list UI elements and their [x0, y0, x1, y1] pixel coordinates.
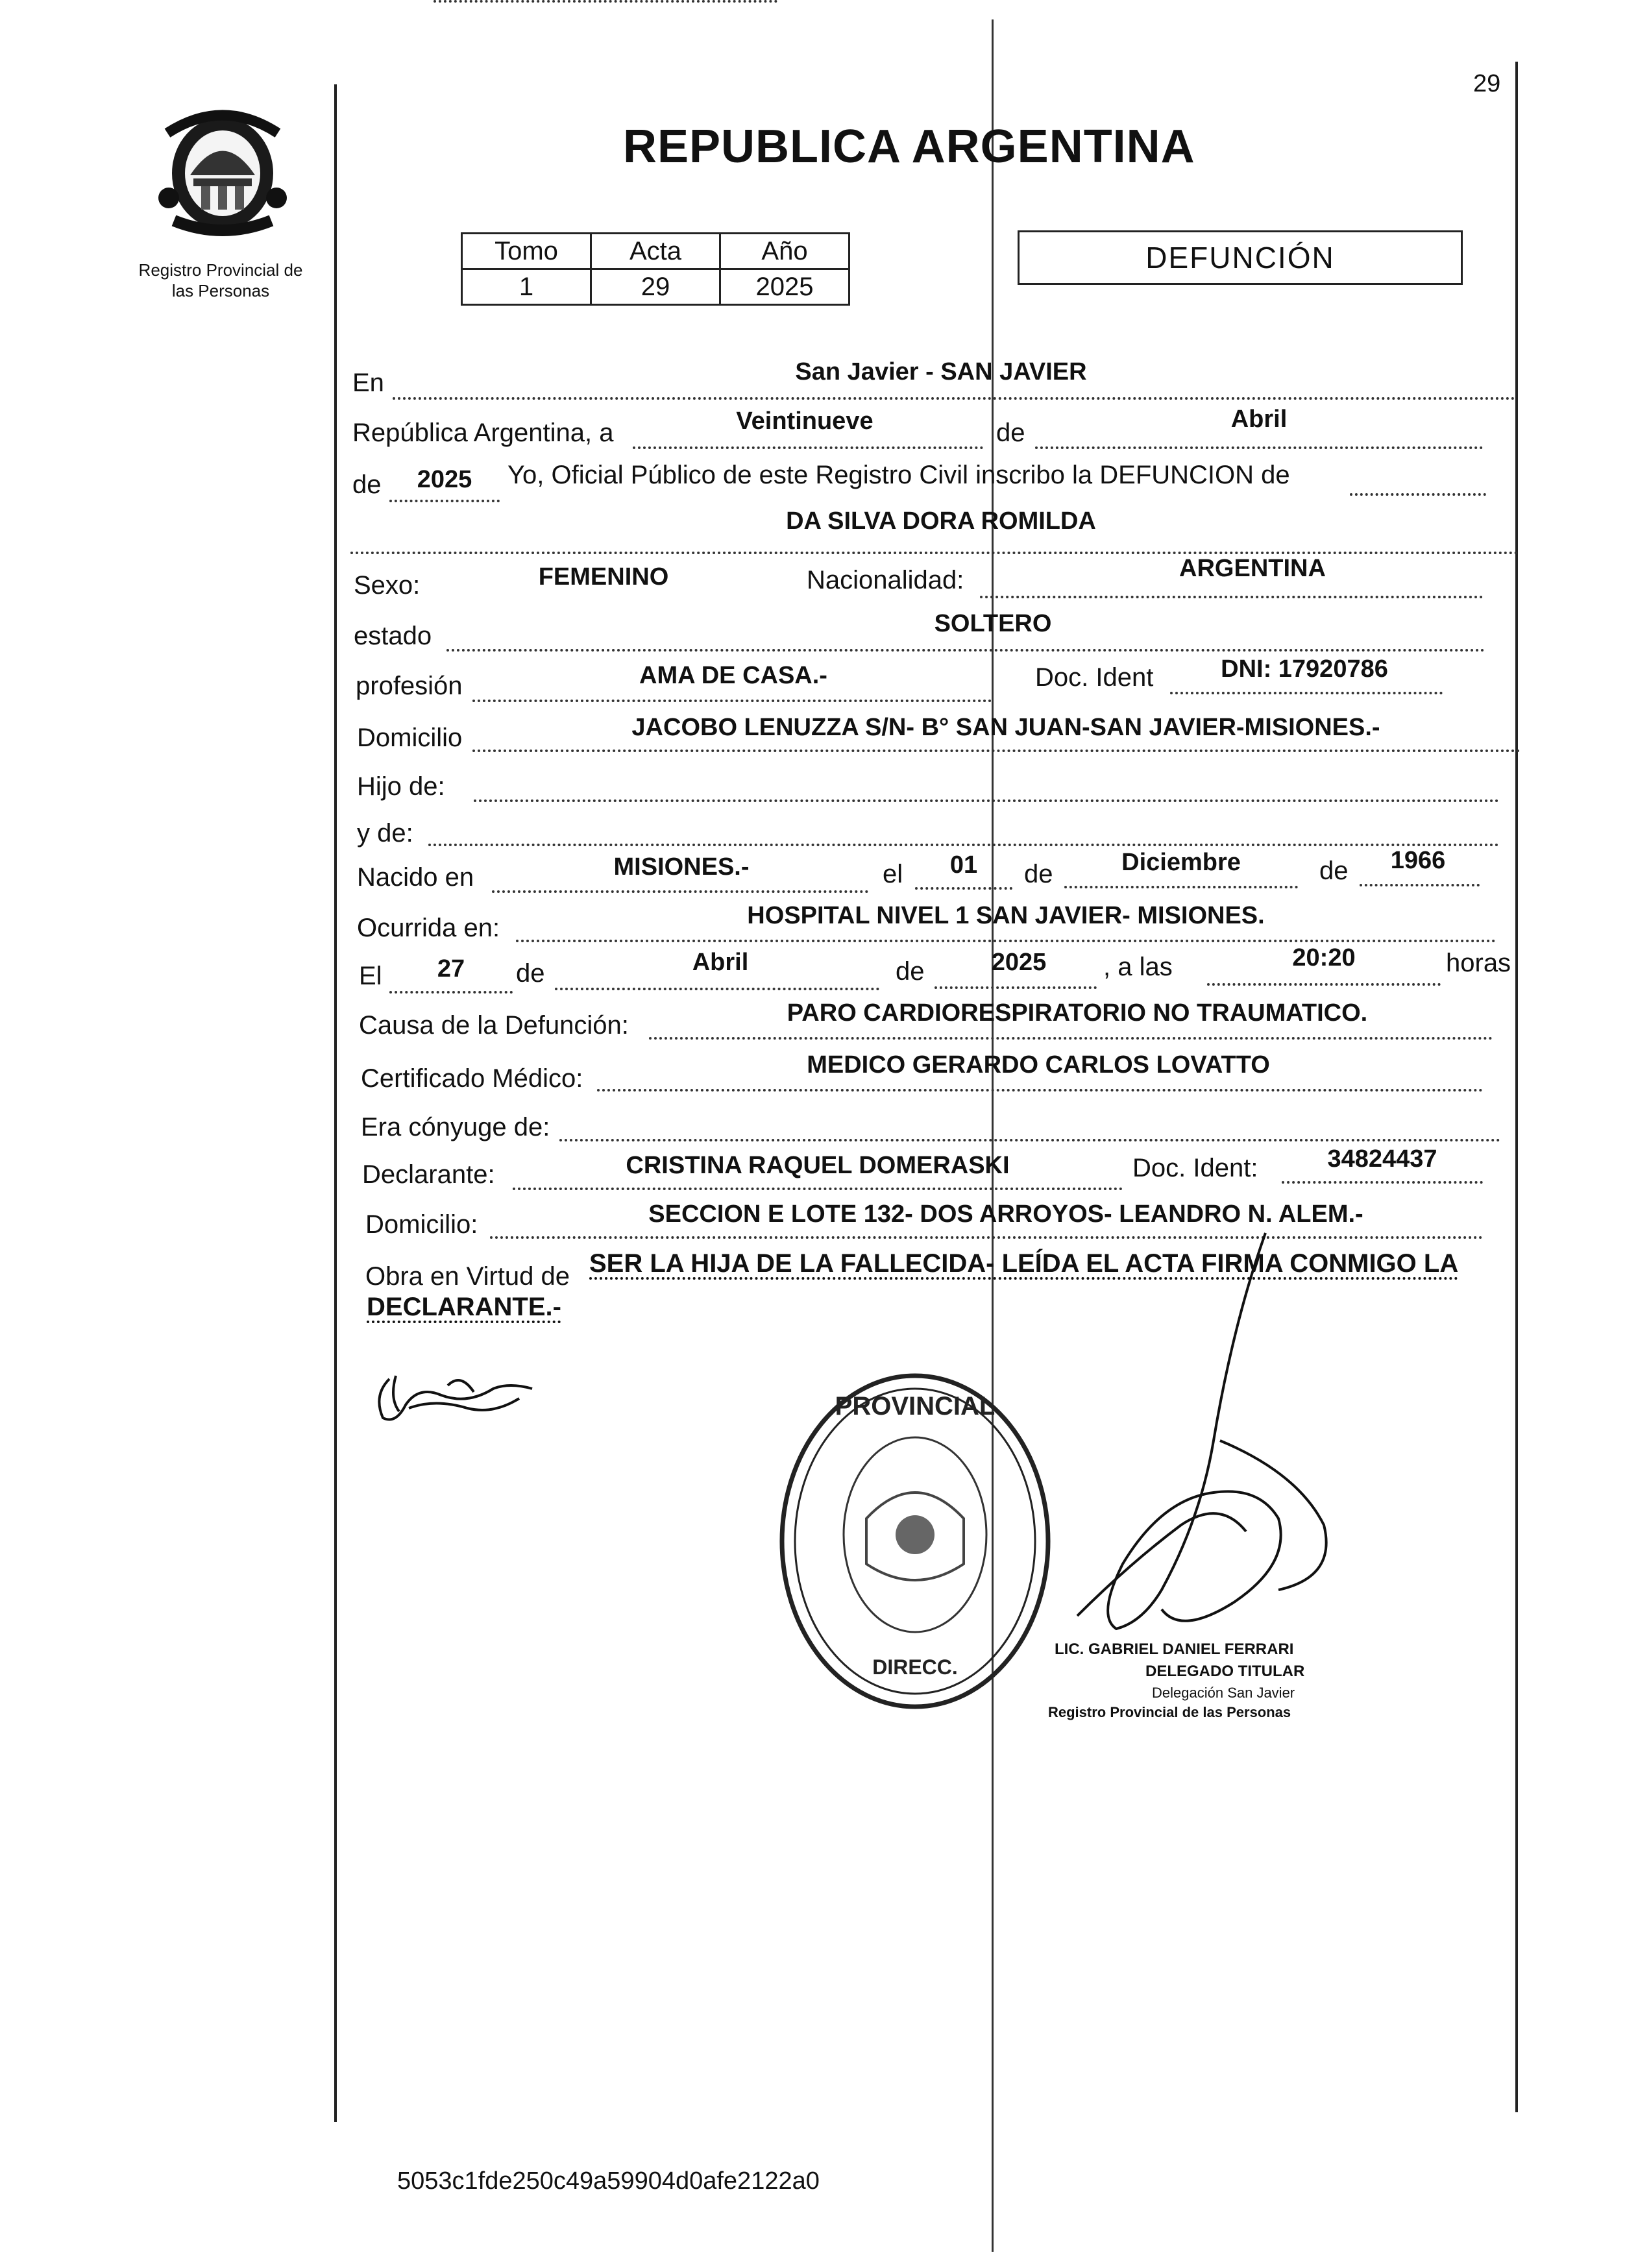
- dotted-line: [935, 986, 1097, 989]
- center-fold-line: [992, 19, 994, 2252]
- tomo-label: Tomo: [462, 234, 591, 269]
- domicilio2-label: Domicilio:: [365, 1210, 478, 1239]
- record-type-box: DEFUNCIÓN: [1018, 230, 1463, 285]
- ano-label: Año: [720, 234, 849, 269]
- page-number: 29: [1473, 70, 1501, 97]
- declarante-domicilio-value: SECCION E LOTE 132- DOS ARROYOS- LEANDRO N. ALEM.-: [648, 1201, 1363, 1228]
- de2-label: de: [352, 470, 382, 499]
- domicilio-label: Domicilio: [357, 724, 463, 752]
- acta-value: 29: [591, 269, 720, 305]
- birth-month-value: Diciembre: [1121, 849, 1241, 876]
- de4-label: de: [1319, 857, 1349, 885]
- sexo-value: FEMENINO: [538, 563, 669, 591]
- death-time-value: 20:20: [1292, 944, 1356, 971]
- document-hash: 5053c1fde250c49a59904d0afe2122a0: [397, 2167, 820, 2195]
- obra-label: Obra en Virtud de: [365, 1262, 570, 1291]
- registry-name: [110, 260, 331, 301]
- dotted-line: [472, 750, 1521, 752]
- obra-text-line2: DECLARANTE.-: [367, 1293, 561, 1321]
- signature-scribble-icon: [370, 1360, 558, 1431]
- cert-label: Certificado Médico:: [361, 1064, 583, 1093]
- tomo-value: 1: [462, 269, 591, 305]
- hijo-label: Hijo de:: [357, 772, 445, 801]
- dotted-line: [559, 1139, 1500, 1141]
- doc-value: DNI: 17920786: [1221, 655, 1388, 683]
- domicilio-value: JACOBO LENUZZA S/N- B° SAN JUAN-SAN JAVIER-MISIONES.-: [631, 714, 1380, 741]
- dotted-line: [649, 1037, 1493, 1040]
- el2-label: El: [359, 962, 382, 990]
- registry-line-2: las Personas: [171, 281, 270, 300]
- ocurrida-en-value: HOSPITAL NIVEL 1 SAN JAVIER- MISIONES.: [747, 902, 1265, 929]
- officer-stamp-text: [1048, 1640, 1373, 1721]
- alas-label: , a las: [1103, 953, 1173, 981]
- declarante-value: CRISTINA RAQUEL DOMERASKI: [626, 1152, 1010, 1179]
- dotted-line: [633, 446, 983, 449]
- officer-role: DELEGADO TITULAR: [1145, 1663, 1305, 1680]
- dotted-line: [474, 799, 1499, 802]
- causa-label: Causa de la Defunción:: [359, 1011, 629, 1040]
- dotted-line: [1035, 446, 1483, 449]
- dotted-line: [1064, 886, 1298, 888]
- registry-line-1: Registro Provincial de: [138, 260, 303, 280]
- nacido-label: Nacido en: [357, 863, 474, 892]
- dotted-line: [1207, 983, 1441, 986]
- place-value: San Javier - SAN JAVIER: [795, 358, 1087, 385]
- day-word-value: Veintinueve: [736, 408, 874, 435]
- horas-label: horas: [1446, 949, 1511, 977]
- seal-stamp-icon: [776, 1369, 1055, 1713]
- right-margin-line: [1515, 62, 1518, 2112]
- dotted-line: [915, 887, 1012, 890]
- dotted-line: [389, 991, 513, 994]
- el-label: el: [883, 860, 903, 888]
- officer-signature: [1051, 1226, 1350, 1655]
- obra-text-line1: SER LA HIJA DE LA FALLECIDA- LEÍDA EL ACTA FIRMA CONMIGO LA: [589, 1249, 1459, 1278]
- record-reference-table: [461, 232, 850, 306]
- inscribo-text: Yo, Oficial Público de este Registro Civil inscribo la DEFUNCION de: [507, 461, 1290, 489]
- de5-label: de: [516, 959, 545, 988]
- dotted-line: [1282, 1181, 1483, 1184]
- dotted-line: [1170, 692, 1443, 694]
- conyuge-label: Era cónyuge de:: [361, 1113, 550, 1141]
- nacionalidad-label: Nacionalidad:: [807, 566, 964, 594]
- nacido-en-value: MISIONES.-: [613, 853, 750, 881]
- officer-name: LIC. GABRIEL DANIEL FERRARI: [1055, 1640, 1294, 1658]
- birth-year-value: 1966: [1390, 847, 1446, 874]
- official-seal: [776, 1369, 1055, 1713]
- deceased-name-value: DA SILVA DORA ROMILDA: [786, 507, 1096, 535]
- republica-label: República Argentina, a: [352, 419, 614, 447]
- dotted-line: [389, 500, 500, 502]
- dotted-line: [472, 700, 992, 702]
- doc2-label: Doc. Ident:: [1132, 1154, 1258, 1182]
- dotted-line: [516, 940, 1496, 942]
- province-emblem-icon: [154, 101, 291, 237]
- declarante-doc-value: 34824437: [1327, 1145, 1437, 1173]
- causa-value: PARO CARDIORESPIRATORIO NO TRAUMATICO.: [787, 999, 1368, 1027]
- en-label: En: [352, 369, 384, 397]
- death-month-value: Abril: [692, 949, 749, 976]
- dotted-line: [393, 397, 1515, 400]
- left-margin-line: [334, 84, 337, 2122]
- doc-label: Doc. Ident: [1035, 663, 1154, 692]
- cert-value: MEDICO GERARDO CARLOS LOVATTO: [807, 1051, 1270, 1079]
- dotted-line: [1350, 493, 1486, 496]
- officer-org: Registro Provincial de las Personas: [1048, 1704, 1291, 1720]
- year-value: 2025: [417, 466, 472, 493]
- ano-value: 2025: [720, 269, 849, 305]
- page-title: REPUBLICA ARGENTINA: [623, 121, 1195, 173]
- dotted-line: [597, 1089, 1483, 1091]
- death-day-value: 27: [437, 955, 465, 982]
- svg-text:PROVINCIAL: PROVINCIAL: [835, 1392, 996, 1421]
- estado-label: estado: [354, 622, 432, 650]
- dotted-line: [492, 890, 868, 893]
- estado-value: SOLTERO: [934, 610, 1052, 637]
- dotted-line: [350, 552, 1519, 554]
- birth-day-value: 01: [949, 851, 978, 879]
- acta-label: Acta: [591, 234, 720, 269]
- dotted-line: [434, 0, 777, 3]
- dotted-line: [446, 649, 1485, 652]
- de-label: de: [996, 419, 1025, 447]
- de3-label: de: [1024, 860, 1053, 888]
- profesion-label: profesión: [356, 672, 463, 700]
- dotted-line: [555, 988, 879, 990]
- dotted-line: [428, 844, 1499, 846]
- yde-label: y de:: [357, 819, 413, 847]
- declarant-signature: [370, 1360, 558, 1431]
- nacionalidad-value: ARGENTINA: [1179, 555, 1326, 582]
- dotted-line: [1360, 884, 1480, 886]
- dotted-line: [980, 596, 1483, 598]
- de6-label: de: [896, 957, 925, 986]
- province-logo: [154, 101, 291, 237]
- sexo-label: Sexo:: [354, 571, 421, 600]
- svg-text:DIRECC.: DIRECC.: [872, 1655, 958, 1679]
- declarante-label: Declarante:: [362, 1160, 495, 1189]
- officer-office: Delegación San Javier: [1152, 1685, 1295, 1701]
- ocurrida-label: Ocurrida en:: [357, 914, 500, 942]
- death-year-value: 2025: [991, 949, 1047, 976]
- profesion-value: AMA DE CASA.-: [639, 662, 827, 689]
- dotted-line: [513, 1188, 1123, 1190]
- officer-signature-scribble-icon: [1051, 1226, 1350, 1655]
- month-value: Abril: [1230, 406, 1288, 433]
